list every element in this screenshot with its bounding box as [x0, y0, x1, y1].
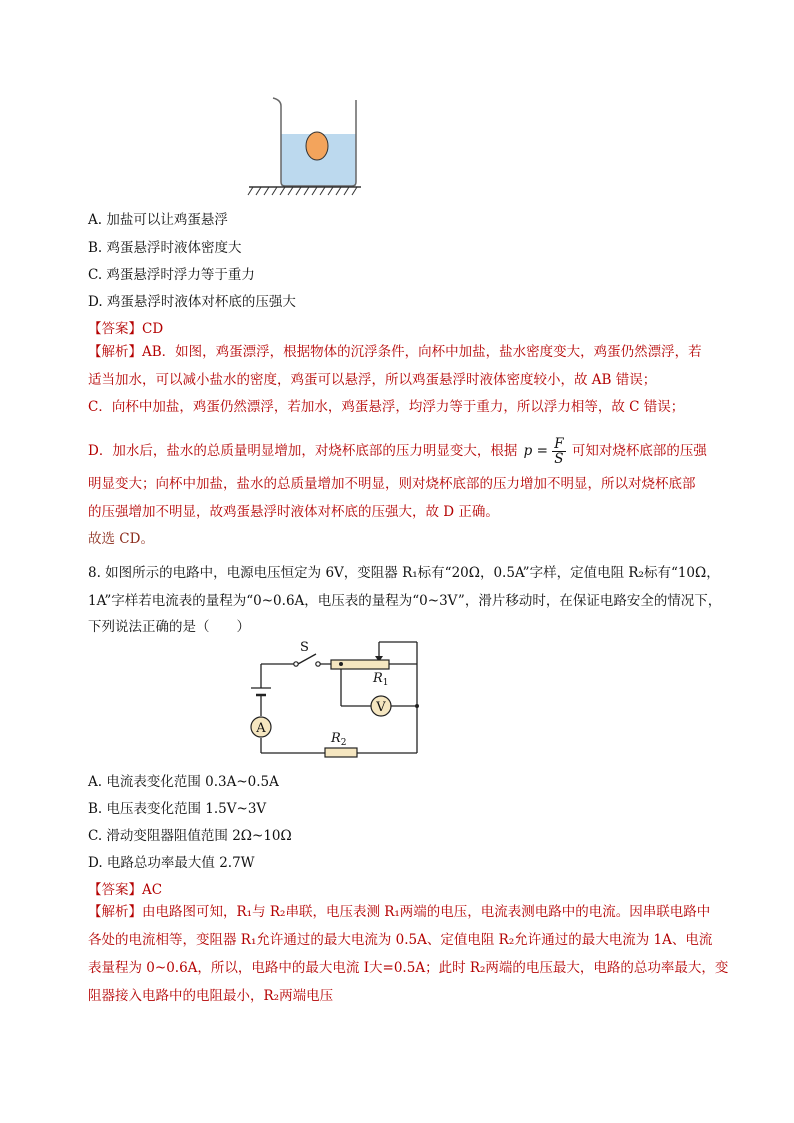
- q7-option-a: A. 加盐可以让鸡蛋悬浮: [88, 212, 228, 228]
- answer-value: CD: [142, 321, 164, 337]
- switch-contact: [316, 662, 320, 666]
- q7-analysis-line-3: C．向杯中加盐，鸡蛋仍然漂浮，若加水，鸡蛋悬浮，均浮力等于重力，所以浮力相等，故 C 错误；: [88, 399, 685, 415]
- q7-analysis-line-5: 明显变大；向杯中加盐，盐水的总质量增加不明显，则对烧杯底部的压力增加不明显，所以对烧杯底部: [88, 476, 696, 492]
- q8-analysis-line-4: 阻器接入电路中的电阻最小，R₂两端电压: [88, 988, 334, 1004]
- q7-analysis-line-2: 适当加水，可以减小盐水的密度，鸡蛋可以悬浮，所以鸡蛋悬浮时液体密度较小，故 AB 错误；: [88, 372, 657, 388]
- q7-analysis-line-6: 的压强增加不明显，故鸡蛋悬浮时液体对杯底的压强大，故 D 正确。: [88, 504, 499, 520]
- q7-option-c: C. 鸡蛋悬浮时浮力等于重力: [88, 267, 255, 283]
- answer-value: AC: [142, 882, 163, 898]
- answer-tag: 【答案】: [88, 321, 142, 337]
- switch-label: S: [300, 640, 309, 655]
- switch-contact: [294, 662, 298, 666]
- q8-option-b: B. 电压表变化范围 1.5V~3V: [88, 801, 267, 817]
- beaker-figure: [245, 96, 365, 198]
- pressure-formula: p = $\frac{F}{S}$: [523, 436, 564, 467]
- q8-answer: [88, 878, 162, 898]
- analysis-tag: 【解析】: [88, 904, 142, 920]
- r2-label: $R_2$: [331, 731, 347, 748]
- resistor-r2: [325, 748, 357, 757]
- q8-option-c: C. 滑动变阻器阻值范围 2Ω~10Ω: [88, 828, 292, 844]
- q7-option-d: D. 鸡蛋悬浮时液体对杯底的压强大: [88, 294, 296, 310]
- circuit-diagram: [245, 636, 435, 761]
- q8-analysis-line-2: 各处的电流相等，变阻器 R₁允许通过的最大电流为 0.5A、定值电阻 R₂允许通过的最大电流为 1A、电流: [88, 932, 713, 948]
- table-hatching: [248, 187, 357, 195]
- q8-option-a: A. 电流表变化范围 0.3A~0.5A: [88, 774, 279, 790]
- egg: [306, 132, 328, 160]
- q7-answer: [88, 317, 163, 337]
- q8-stem-line-1: 8. 如图所示的电路中，电源电压恒定为 6V，变阻器 R₁标有“20Ω，0.5A”字样，定值电阻 R₂标有“10Ω，: [88, 565, 720, 581]
- answer-tag: 【答案】: [88, 882, 142, 898]
- q8-option-d: D. 电路总功率最大值 2.7W: [88, 855, 255, 871]
- q7-conclusion: 故选 CD。: [88, 531, 154, 547]
- q8-analysis-line-3: 表量程为 0~0.6A，所以，电路中的最大电流 I大=0.5A；此时 R₂两端的电压最大，电路的总功率最大，变: [88, 960, 729, 976]
- q7-analysis-line-4: D．加水后，盐水的总质量明显增加，对烧杯底部的压力明显变大，根据 p = $\frac{F}{S}$ 可知对烧杯底部的压强: [88, 436, 707, 467]
- q7-analysis-line-1: 【解析】AB．如图，鸡蛋漂浮，根据物体的沉浮条件，向杯中加盐，盐水密度变大，鸡蛋仍然漂浮，若: [88, 344, 702, 360]
- q8-stem-line-2: 1A”字样若电流表的量程为“0~0.6A，电压表的量程为“0~3V”，滑片移动时，在保证电路安全的情况下，: [88, 593, 722, 609]
- q7-option-b: B. 鸡蛋悬浮时液体密度大: [88, 240, 242, 256]
- analysis-tag: 【解析】: [88, 344, 142, 360]
- q8-stem-line-3: 下列说法正确的是（ ）: [88, 619, 250, 635]
- ammeter-label: A: [256, 721, 266, 736]
- q8-analysis-line-1: 【解析】由电路图可知，R₁与 R₂串联，电压表测 R₁两端的电压，电流表测电路中的电流。因串联电路中: [88, 904, 711, 920]
- voltmeter-label: V: [376, 700, 386, 715]
- r1-label: $R_1$: [373, 671, 389, 688]
- junction-dot: [415, 704, 419, 708]
- junction-dot: [339, 662, 343, 666]
